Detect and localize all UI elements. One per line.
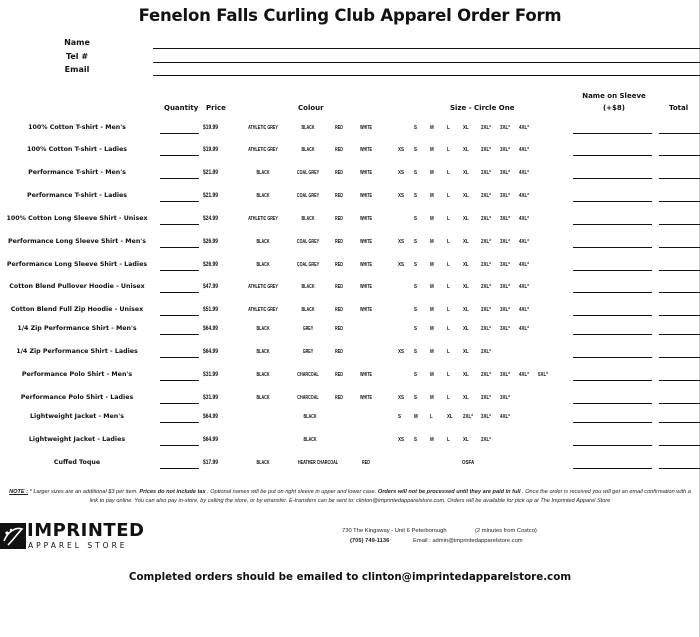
quantity-field[interactable] xyxy=(160,133,199,134)
colour-option[interactable]: WHITE xyxy=(359,147,373,153)
colour-option[interactable]: COAL GREY xyxy=(296,170,320,176)
size-option[interactable]: S xyxy=(414,326,417,332)
total-field[interactable] xyxy=(659,357,700,358)
store-logo xyxy=(0,521,145,553)
size-option[interactable]: XL xyxy=(463,147,469,153)
quantity-field[interactable] xyxy=(160,178,199,179)
size-option[interactable]: 4XL* xyxy=(519,147,529,153)
product-price: $26.99 xyxy=(203,238,219,245)
total-field[interactable] xyxy=(659,445,700,446)
size-option[interactable]: 4XL* xyxy=(519,326,529,332)
sleeve-name-field[interactable] xyxy=(573,357,652,358)
size-option[interactable]: 2XL* xyxy=(481,437,491,443)
size-option[interactable]: 5XL* xyxy=(538,372,548,378)
size-option[interactable]: L xyxy=(447,239,450,245)
size-option[interactable]: 4XL* xyxy=(519,239,529,245)
quantity-field[interactable] xyxy=(160,224,199,225)
product-name: 100% Cotton T-shirt - Men's xyxy=(28,124,126,131)
page-title: Fenelon Falls Curling Club Apparel Order Form xyxy=(138,6,562,25)
store-directions: (2 minutes from Costco) xyxy=(475,528,537,534)
product-name: Performance Polo Shirt - Men's xyxy=(21,371,133,378)
colour-option[interactable]: RED xyxy=(335,216,343,222)
quantity-field[interactable] xyxy=(160,201,199,202)
colour-option[interactable]: ATHLETIC GREY xyxy=(248,147,278,153)
size-option[interactable]: M xyxy=(430,193,434,199)
size-option[interactable]: M xyxy=(430,284,434,290)
size-option[interactable]: 3XL* xyxy=(500,239,510,245)
size-option[interactable]: XL xyxy=(447,414,453,420)
size-option[interactable]: M xyxy=(430,216,434,222)
size-option[interactable]: L xyxy=(447,170,450,176)
colour-option[interactable]: RED xyxy=(335,395,343,401)
sleeve-price-header: (+$8) xyxy=(602,104,625,112)
colour-option[interactable]: RED xyxy=(335,326,343,332)
colour-option[interactable]: GREY xyxy=(302,326,314,332)
size-option[interactable]: XL xyxy=(463,239,469,245)
quantity-field[interactable] xyxy=(160,380,199,381)
size-option[interactable]: XL xyxy=(463,216,469,222)
size-option[interactable]: S xyxy=(414,437,417,443)
quantity-field[interactable] xyxy=(160,468,199,469)
total-field[interactable] xyxy=(659,334,700,335)
colour-option[interactable]: RED xyxy=(335,349,343,355)
colour-option[interactable]: BLACK xyxy=(256,349,270,355)
size-option[interactable]: M xyxy=(430,147,434,153)
total-field[interactable] xyxy=(659,380,700,381)
colour-option[interactable]: RED xyxy=(335,262,343,268)
sleeve-name-field[interactable] xyxy=(573,247,652,248)
size-option[interactable]: M xyxy=(430,125,434,131)
sleeve-header: Name on Sleeve xyxy=(582,92,646,100)
product-price: $24.99 xyxy=(203,215,219,222)
size-option[interactable]: 3XL* xyxy=(500,262,510,268)
size-option[interactable]: 2XL* xyxy=(481,395,491,401)
size-option[interactable]: L xyxy=(447,125,450,131)
tel-field[interactable] xyxy=(153,62,700,63)
name-label: Name xyxy=(64,38,90,47)
size-option[interactable]: 3XL* xyxy=(500,284,510,290)
size-option[interactable]: XS xyxy=(398,147,404,153)
colour-option[interactable]: BLACK xyxy=(256,372,270,378)
size-option[interactable]: S xyxy=(414,307,417,313)
size-option[interactable]: 4XL* xyxy=(519,372,529,378)
size-option[interactable]: XL xyxy=(463,437,469,443)
colour-option[interactable]: ATHLETIC GREY xyxy=(248,284,278,290)
size-option[interactable]: L xyxy=(447,437,450,443)
size-option[interactable]: XS xyxy=(398,170,404,176)
size-option[interactable]: M xyxy=(430,239,434,245)
colour-option[interactable]: HEATHER CHARCOAL xyxy=(297,460,339,466)
product-price: $19.99 xyxy=(203,146,219,153)
colour-option[interactable]: RED xyxy=(335,125,343,131)
colour-option[interactable]: WHITE xyxy=(359,395,373,401)
quantity-field[interactable] xyxy=(160,247,199,248)
size-option[interactable]: L xyxy=(447,395,450,401)
size-option[interactable]: S xyxy=(414,349,417,355)
size-option[interactable]: M xyxy=(430,170,434,176)
sleeve-name-field[interactable] xyxy=(573,201,652,202)
size-option[interactable]: M xyxy=(430,307,434,313)
size-option[interactable]: S xyxy=(414,262,417,268)
product-price: $21.99 xyxy=(203,192,219,199)
size-option[interactable]: 3XL* xyxy=(500,170,510,176)
total-field[interactable] xyxy=(659,468,700,469)
product-name: Performance T-shirt - Ladies xyxy=(26,192,128,199)
colour-option[interactable]: COAL GREY xyxy=(296,193,320,199)
size-option[interactable]: 4XL* xyxy=(519,193,529,199)
size-option[interactable]: 2XL* xyxy=(481,147,491,153)
size-option[interactable]: M xyxy=(430,326,434,332)
size-option[interactable]: XL xyxy=(463,326,469,332)
sleeve-name-field[interactable] xyxy=(573,224,652,225)
sleeve-name-field[interactable] xyxy=(573,468,652,469)
total-field[interactable] xyxy=(659,292,700,293)
colour-option[interactable]: COAL GREY xyxy=(296,262,320,268)
product-name: 100% Cotton Long Sleeve Shirt - Unisex xyxy=(6,215,148,222)
email-label: Email xyxy=(64,65,90,74)
size-option[interactable]: 2XL* xyxy=(481,349,491,355)
size-option[interactable]: 3XL* xyxy=(500,326,510,332)
name-field[interactable] xyxy=(153,48,700,49)
size-option[interactable]: 3XL* xyxy=(500,372,510,378)
size-option[interactable]: 2XL* xyxy=(481,193,491,199)
sleeve-name-field[interactable] xyxy=(573,445,652,446)
sleeve-name-field[interactable] xyxy=(573,380,652,381)
store-address: 730 The Kingsway - Unit 6 Peterborough xyxy=(342,528,447,534)
sleeve-name-field[interactable] xyxy=(573,178,652,179)
tel-label: Tel # xyxy=(65,52,89,61)
colour-option[interactable]: RED xyxy=(335,284,343,290)
size-option[interactable]: S xyxy=(414,372,417,378)
logo-text-apparel: APPAREL STORE xyxy=(28,541,128,550)
size-option[interactable]: XS xyxy=(398,262,404,268)
total-field[interactable] xyxy=(659,422,700,423)
size-option[interactable]: 4XL* xyxy=(519,284,529,290)
note-label: NOTE : xyxy=(9,489,29,495)
size-option[interactable]: 3XL* xyxy=(500,147,510,153)
quantity-field[interactable] xyxy=(160,445,199,446)
size-option[interactable]: 3XL* xyxy=(500,216,510,222)
sleeve-name-field[interactable] xyxy=(573,315,652,316)
colour-option[interactable]: WHITE xyxy=(359,284,373,290)
colour-option[interactable]: BLACK xyxy=(303,437,317,443)
size-option[interactable]: XL xyxy=(463,349,469,355)
size-option[interactable]: L xyxy=(430,414,433,420)
size-option[interactable]: 4XL* xyxy=(519,307,529,313)
size-option[interactable]: XL xyxy=(463,262,469,268)
colour-option[interactable]: BLACK xyxy=(303,414,317,420)
colour-option[interactable]: BLACK xyxy=(256,460,270,466)
colour-option[interactable]: WHITE xyxy=(359,372,373,378)
total-field[interactable] xyxy=(659,201,700,202)
colour-option[interactable]: COAL GREY xyxy=(296,239,320,245)
size-option[interactable]: 2XL* xyxy=(481,239,491,245)
size-option[interactable]: XS xyxy=(398,349,404,355)
size-option[interactable]: 2XL* xyxy=(481,170,491,176)
sleeve-name-field[interactable] xyxy=(573,270,652,271)
size-option[interactable]: S xyxy=(414,147,417,153)
colour-option[interactable]: RED xyxy=(335,239,343,245)
product-name: Cotton Blend Full Zip Hoodie - Unisex xyxy=(10,306,144,313)
total-field[interactable] xyxy=(659,315,700,316)
colour-option[interactable]: BLACK xyxy=(256,326,270,332)
size-option[interactable]: XL xyxy=(463,395,469,401)
total-field[interactable] xyxy=(659,247,700,248)
sleeve-name-field[interactable] xyxy=(573,292,652,293)
total-field[interactable] xyxy=(659,155,700,156)
size-option[interactable]: XL xyxy=(463,193,469,199)
size-option[interactable]: XL xyxy=(463,307,469,313)
size-option[interactable]: 2XL* xyxy=(481,372,491,378)
sleeve-name-field[interactable] xyxy=(573,403,652,404)
size-option[interactable]: 4XL* xyxy=(500,414,510,420)
size-option[interactable]: XL xyxy=(463,125,469,131)
colour-option[interactable]: BLACK xyxy=(301,216,315,222)
product-name: Performance Long Sleeve Shirt - Ladies xyxy=(6,261,148,268)
colour-option[interactable]: WHITE xyxy=(359,239,373,245)
size-option[interactable]: M xyxy=(430,349,434,355)
total-header: Total xyxy=(669,104,689,112)
colour-option[interactable]: CHARCOAL xyxy=(297,395,319,401)
colour-option[interactable]: RED xyxy=(335,307,343,313)
size-option[interactable]: 4XL* xyxy=(519,216,529,222)
product-name: 1/4 Zip Performance Shirt - Men's xyxy=(17,325,137,332)
product-price: $64.99 xyxy=(203,325,219,332)
colour-option[interactable]: WHITE xyxy=(359,307,373,313)
size-option[interactable]: M xyxy=(430,395,434,401)
quantity-field[interactable] xyxy=(160,403,199,404)
colour-option[interactable]: BLACK xyxy=(301,307,315,313)
sleeve-name-field[interactable] xyxy=(573,334,652,335)
colour-option[interactable]: WHITE xyxy=(359,193,373,199)
colour-option[interactable]: BLACK xyxy=(256,239,270,245)
size-option[interactable]: 2XL* xyxy=(481,262,491,268)
size-option[interactable]: S xyxy=(414,170,417,176)
product-price: $64.99 xyxy=(203,348,219,355)
colour-option[interactable]: BLACK xyxy=(256,262,270,268)
quantity-field[interactable] xyxy=(160,334,199,335)
size-option[interactable]: S xyxy=(414,193,417,199)
product-price: $64.99 xyxy=(203,436,219,443)
size-option[interactable]: XS xyxy=(398,437,404,443)
size-option[interactable]: XS xyxy=(398,193,404,199)
order-note: NOTE : * Larger sizes are an additional $3 per item. Prices do not include tax . Optional names will be put on right sleeve in upper and lower case. Orders will not be processed until they are paid in full . Once the order is received you will get an email confirmation with a link to pay online. You can also pay in-store, by calling the store, or by etransfer. E-transfers can be sent to: clinton@imprintedapparelstore.com. Orders will be available for pick up at The Imprinted Apparel Store xyxy=(9,489,691,504)
footer-instruction: Completed orders should be emailed to clinton@imprintedapparelstore.com xyxy=(128,571,572,583)
product-name: Lightweight Jacket - Men's xyxy=(30,413,124,420)
product-price: $31.99 xyxy=(203,371,219,378)
colour-header: Colour xyxy=(298,104,324,112)
size-option[interactable]: 2XL* xyxy=(481,284,491,290)
product-price: $47.99 xyxy=(203,283,219,290)
product-price: $19.99 xyxy=(203,124,219,131)
size-option[interactable]: L xyxy=(447,284,450,290)
colour-option[interactable]: BLACK xyxy=(256,170,270,176)
size-option[interactable]: M xyxy=(430,262,434,268)
product-name: Performance Polo Shirt - Ladies xyxy=(20,394,134,401)
size-option[interactable]: XS xyxy=(398,239,404,245)
size-option[interactable]: L xyxy=(447,326,450,332)
product-name: 1/4 Zip Performance Shirt - Ladies xyxy=(16,348,138,355)
sleeve-name-field[interactable] xyxy=(573,155,652,156)
colour-option[interactable]: BLACK xyxy=(301,284,315,290)
size-option[interactable]: 2XL* xyxy=(481,326,491,332)
size-option[interactable]: L xyxy=(447,193,450,199)
size-header: Size - Circle One xyxy=(450,104,515,112)
size-option[interactable]: L xyxy=(447,307,450,313)
size-option[interactable]: 2XL* xyxy=(463,414,473,420)
product-name: Performance Long Sleeve Shirt - Men's xyxy=(8,238,146,245)
colour-option[interactable]: WHITE xyxy=(359,125,373,131)
colour-option[interactable]: GREY xyxy=(302,349,314,355)
store-phone: (705) 749-1136 xyxy=(350,538,390,544)
colour-option[interactable]: CHARCOAL xyxy=(297,372,319,378)
size-option[interactable]: OSFA xyxy=(462,460,475,466)
colour-option[interactable]: BLACK xyxy=(301,147,315,153)
product-name: Cuffed Toque xyxy=(53,459,101,466)
tax-note: Prices do not include tax xyxy=(139,489,206,495)
size-option[interactable]: 3XL* xyxy=(481,414,491,420)
quantity-field[interactable] xyxy=(160,270,199,271)
colour-option[interactable]: ATHLETIC GREY xyxy=(248,307,278,313)
colour-option[interactable]: BLACK xyxy=(256,193,270,199)
colour-option[interactable]: RED xyxy=(335,170,343,176)
payment-note: Orders will not be processed until they are paid in full xyxy=(377,489,521,495)
quantity-field[interactable] xyxy=(160,422,199,423)
size-option[interactable]: XS xyxy=(398,395,404,401)
size-option[interactable]: XL xyxy=(463,170,469,176)
size-option[interactable]: 2XL* xyxy=(481,307,491,313)
quantity-field[interactable] xyxy=(160,155,199,156)
quantity-field[interactable] xyxy=(160,292,199,293)
size-option[interactable]: M xyxy=(430,372,434,378)
size-option[interactable]: S xyxy=(414,284,417,290)
size-option[interactable]: 2XL* xyxy=(481,216,491,222)
sleeve-name-field[interactable] xyxy=(573,422,652,423)
size-option[interactable]: L xyxy=(447,262,450,268)
email-field[interactable] xyxy=(153,75,700,76)
colour-option[interactable]: BLACK xyxy=(301,125,315,131)
size-option[interactable]: XL xyxy=(463,372,469,378)
colour-option[interactable]: RED xyxy=(335,147,343,153)
product-price: $51.99 xyxy=(203,306,219,313)
total-field[interactable] xyxy=(659,270,700,271)
colour-option[interactable]: ATHLETIC GREY xyxy=(248,216,278,222)
colour-option[interactable]: BLACK xyxy=(256,395,270,401)
quantity-field[interactable] xyxy=(160,315,199,316)
total-field[interactable] xyxy=(659,224,700,225)
sleeve-name-field[interactable] xyxy=(573,133,652,134)
size-option[interactable]: S xyxy=(414,239,417,245)
size-option[interactable]: S xyxy=(414,125,417,131)
colour-option[interactable]: WHITE xyxy=(359,216,373,222)
product-price: $64.99 xyxy=(203,413,219,420)
quantity-field[interactable] xyxy=(160,357,199,358)
size-option[interactable]: L xyxy=(447,349,450,355)
product-price: $26.99 xyxy=(203,261,219,268)
size-option[interactable]: L xyxy=(447,147,450,153)
size-option[interactable]: 2XL* xyxy=(481,125,491,131)
size-option[interactable]: 4XL* xyxy=(519,125,529,131)
size-option[interactable]: S xyxy=(414,216,417,222)
colour-option[interactable]: RED xyxy=(335,372,343,378)
size-option[interactable]: 3XL* xyxy=(500,307,510,313)
product-name: Cotton Blend Pullover Hoodie - Unisex xyxy=(9,283,145,290)
total-field[interactable] xyxy=(659,403,700,404)
size-option[interactable]: S xyxy=(414,395,417,401)
size-option[interactable]: M xyxy=(430,437,434,443)
size-option[interactable]: M xyxy=(414,414,418,420)
size-option[interactable]: 3XL* xyxy=(500,125,510,131)
size-option[interactable]: 3XL* xyxy=(500,193,510,199)
product-price: $31.99 xyxy=(203,394,219,401)
product-price: $17.99 xyxy=(203,459,219,466)
size-option[interactable]: L xyxy=(447,216,450,222)
size-option[interactable]: 4XL* xyxy=(519,262,529,268)
product-price: $21.99 xyxy=(203,169,219,176)
colour-option[interactable]: WHITE xyxy=(359,170,373,176)
size-option[interactable]: L xyxy=(447,372,450,378)
colour-option[interactable]: ATHLETIC GREY xyxy=(248,125,278,131)
product-name: Lightweight Jacket - Ladies xyxy=(28,436,126,443)
product-name: Performance T-shirt - Men's xyxy=(28,169,126,176)
total-field[interactable] xyxy=(659,178,700,179)
colour-option[interactable]: RED xyxy=(335,193,343,199)
store-email: Email : admin@imprintedapparelstore.com xyxy=(413,538,523,544)
size-option[interactable]: 3XL* xyxy=(500,395,510,401)
size-option[interactable]: XL xyxy=(463,284,469,290)
colour-option[interactable]: WHITE xyxy=(359,262,373,268)
size-option[interactable]: S xyxy=(398,414,401,420)
colour-option[interactable]: RED xyxy=(362,460,370,466)
size-option[interactable]: 4XL* xyxy=(519,170,529,176)
product-name: 100% Cotton T-shirt - Ladies xyxy=(26,146,128,153)
price-header: Price xyxy=(206,104,226,112)
total-field[interactable] xyxy=(659,133,700,134)
quantity-header: Quantity xyxy=(164,104,199,112)
logo-text-imprinted: IMPRINTED xyxy=(27,520,145,541)
